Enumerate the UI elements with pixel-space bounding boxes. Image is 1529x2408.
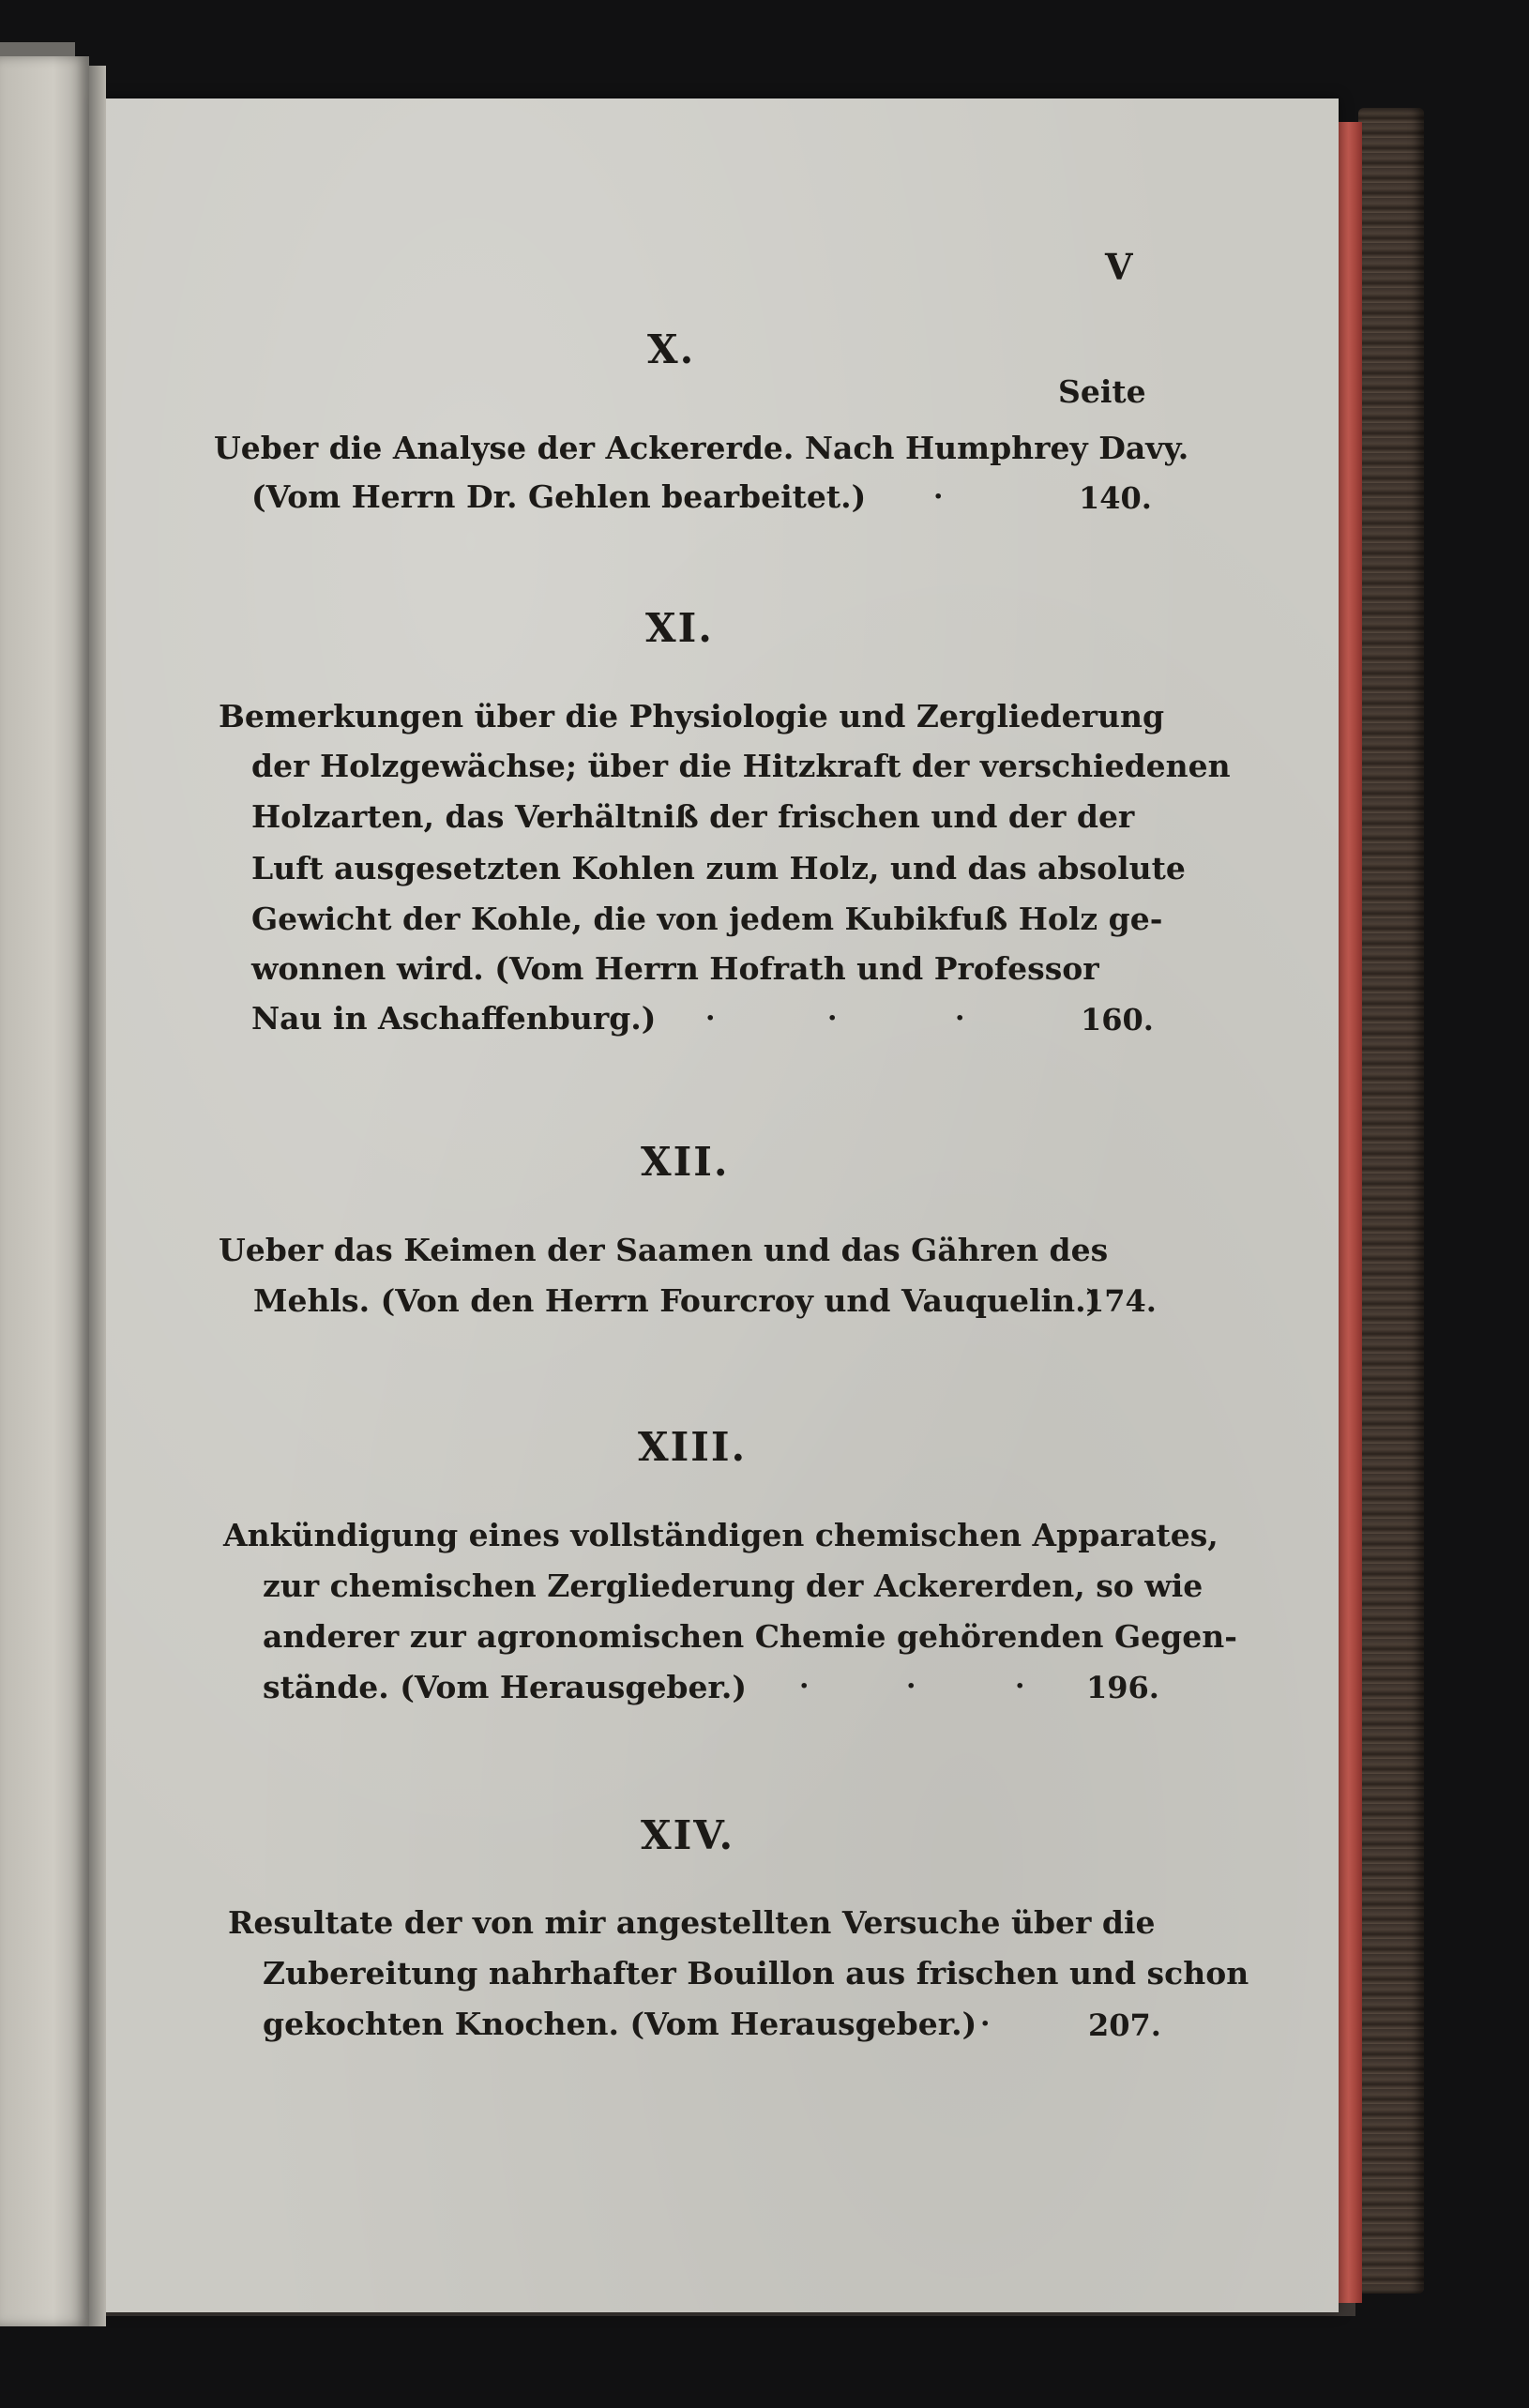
entry-xi-line-6: wonnen wird. (Vom Herrn Hofrath und Professor <box>251 950 1099 987</box>
entry-xiii-line-1: Ankündigung eines vollständigen chemischen Apparates, <box>223 1517 1219 1553</box>
entry-xiv-line-3: gekochten Knochen. (Vom Herausgeber.) <box>263 2006 977 2042</box>
book-cover-board <box>1358 108 1424 2294</box>
section-numeral-xi: XI. <box>645 605 714 651</box>
entry-xi-line-5: Gewicht der Kohle, die von jedem Kubikfuß Holz ge- <box>251 901 1163 937</box>
entry-xi-page: 160. <box>1081 1002 1154 1037</box>
section-numeral-xiv: XIV. <box>641 1812 735 1858</box>
entry-xi-line-1: Bemerkungen über die Physiologie und Zergliederung <box>219 698 1165 735</box>
leader-dot: · <box>955 1002 965 1035</box>
entry-x-line-2: (Vom Herrn Dr. Gehlen bearbeitet.) <box>251 478 867 515</box>
leader-dot: · <box>799 1670 810 1703</box>
entry-xi-line-4: Luft ausgesetzten Kohlen zum Holz, und das absolute <box>251 850 1186 886</box>
entry-x-page: 140. <box>1079 480 1152 516</box>
entry-xiii-line-4: stände. (Vom Herausgeber.) <box>263 1669 747 1705</box>
entry-xiv-line-2: Zubereitung nahrhafter Bouillon aus frischen und schon <box>263 1955 1249 1992</box>
leader-dot: · <box>705 1002 716 1035</box>
entry-xiii-line-2: zur chemischen Zergliederung der Ackererden, so wie <box>263 1567 1204 1604</box>
entry-xi-line-7: Nau in Aschaffenburg.) <box>251 1000 657 1037</box>
entry-x-line-1: Ueber die Analyse der Ackererde. Nach Humphrey Davy. <box>214 430 1189 466</box>
leader-dot: · <box>933 480 944 513</box>
leader-dot: · <box>827 1002 838 1035</box>
section-numeral-xiii: XIII. <box>638 1424 748 1470</box>
section-numeral-xii: XII. <box>641 1139 730 1185</box>
page-number: V <box>1105 246 1133 288</box>
entry-xiii-page: 196. <box>1086 1670 1159 1705</box>
seite-label: Seite <box>1058 373 1146 410</box>
entry-xii-page: 174. <box>1083 1283 1157 1319</box>
left-facing-page <box>0 56 89 2326</box>
leader-dot: · <box>1015 1670 1025 1703</box>
entry-xi-line-3: Holzarten, das Verhältniß der frischen und der der <box>251 798 1135 835</box>
entry-xiv-page: 207. <box>1088 2007 1161 2043</box>
entry-xiii-line-3: anderer zur agronomischen Chemie gehörenden Gegen- <box>263 1618 1237 1655</box>
entry-xi-line-2: der Holzgewächse; über die Hitzkraft der verschiedenen <box>251 748 1231 784</box>
entry-xii-line-1: Ueber das Keimen der Saamen und das Gähren des <box>219 1232 1109 1268</box>
leader-dot: · <box>980 2007 991 2040</box>
leader-dot: · <box>906 1670 916 1703</box>
entry-xii-line-2: Mehls. (Von den Herrn Fourcroy und Vauquelin.) <box>253 1282 1101 1319</box>
section-numeral-x: X. <box>647 326 696 372</box>
entry-xiv-line-1: Resultate der von mir angestellten Versuche über die <box>228 1904 1156 1941</box>
page-gutter <box>89 66 106 2326</box>
